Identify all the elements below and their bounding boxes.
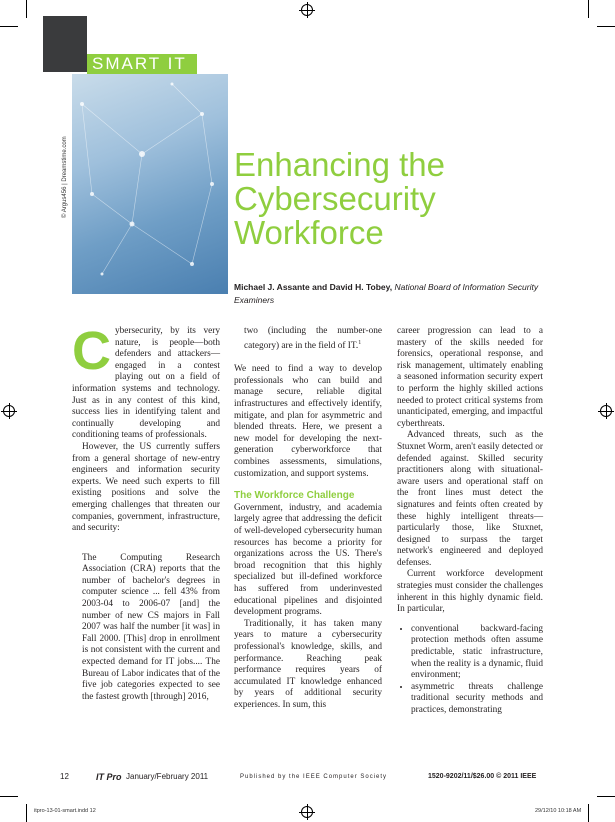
quote-text: The Computing Research Association (CRA) reports that the number of bachelor's degrees in computer science ... fell 43% from 2003-04 to 2006-07 [and] the number of new CS majors in Fall 2007 was half the number [it was] in Fall 2000. [This] drop in enrollment is not consistent with the current and expected demand for IT jobs.... The Bureau of Labor indicates that of the five job categories expected to see the fastest growth [through] 2016, [82, 552, 220, 702]
crop-mark [26, 804, 27, 822]
paragraph: We need to find a way to develop professionals who can build and manage secure, reliable digital infrastructures and effectively identify, mitigate, and plan for asymmetric and blended threats. Here, we present a new model for developing the next-generation cyberworkforce that combines assessments, simulations, customization, and support systems. [234, 364, 382, 479]
paragraph: Current workforce development strategies must consider the challenges inherent in this highly dynamic field. In particular, [397, 569, 543, 615]
byline [234, 281, 564, 307]
paragraph: Government, industry, and academia largely agree that addressing the deficit of well-developed cybersecurity human resources has become a priority for organizations across the US. There's broad recognition that this highly specialized but ill-defined workforce has suffered from underinvested educational pipelines and disjointed development programs. [234, 502, 382, 618]
copyright: 1520-9202/11/$26.00 © 2011 IEEE [428, 773, 537, 780]
registration-mark-icon [600, 405, 612, 417]
publisher: Published by the IEEE Computer Society [240, 774, 388, 780]
crop-mark [597, 796, 615, 797]
paragraph: Traditionally, it has taken many years to mature a cybersecurity professional's knowledge, skills, and performance. Reaching peak performance requires years of accumulated IT knowledge enhanced by years of additional security experiences. In sum, this [234, 618, 382, 710]
file-timestamp: 29/12/10 10:18 AM [535, 808, 582, 814]
drop-cap: C [72, 321, 111, 381]
crop-mark [0, 26, 18, 27]
header-dark-block [43, 16, 87, 72]
author-affiliation: National Board of Information Security Examiners [234, 282, 539, 305]
paragraph: However, the US currently suffers from a general shortage of new-entry engineers and information security experts. We need such experts to fill existing positions and solve the emerging challenges that threaten our companies, government, infrastructure, and security: [72, 441, 220, 534]
crop-mark [26, 0, 27, 18]
section-heading: The Workforce Challenge [234, 490, 355, 502]
bullet-list [397, 624, 543, 717]
column-1 [72, 321, 220, 703]
list-item: • asymmetric threats challenge traditional security methods and practices, demonstrating [411, 682, 543, 717]
section-label: SMART IT [92, 54, 187, 73]
block-quote [82, 553, 220, 704]
registration-mark-icon [301, 806, 313, 818]
hero-image [72, 74, 228, 294]
footnote-ref: 1 [358, 339, 362, 346]
crop-mark [0, 796, 18, 797]
crop-mark [588, 0, 589, 18]
column-3 [397, 326, 543, 717]
column-2 [234, 326, 382, 712]
quote-text: two (including the number-one category) are in the field of IT. [244, 326, 382, 351]
title-line: Cybersecurity [234, 180, 436, 217]
file-slug: itpro-13-01-smart.indd 12 [34, 808, 96, 814]
title-line: Enhancing the [234, 146, 446, 183]
article-title [234, 148, 564, 250]
title-line: Workforce [234, 214, 384, 251]
author-names: Michael J. Assante and David H. Tobey, [234, 282, 393, 292]
paragraph: career progression can lead to a mastery of the skills needed for forensics, operational response, and risk management, ultimately enabling a seasoned information security expert to perform the highly skilled actions needed to protect critical systems from unanticipated, emerging, and impactful cyberthreats. [397, 326, 543, 429]
list-item: • conventional backward-facing protection methods often assume predictable, static infrastructure, when the reality is a dynamic, fluid environment; [411, 624, 543, 682]
crop-mark [597, 26, 615, 27]
registration-mark-icon [301, 4, 313, 16]
image-credit: © Argus456 | Dreamstime.com [62, 136, 68, 218]
crop-mark [588, 804, 589, 822]
issue-date: January/February 2011 [126, 772, 209, 781]
paragraph: ybersecurity, by its very nature, is people—both defenders and attackers—engaged in a contest playing out on a field of information systems and technology. Just as in any contest of this kind, success lies in identifying talent and continually developing and conditioning teams of professionals. [72, 326, 220, 441]
quote-continuation [234, 326, 382, 352]
magazine-name: IT Pro [96, 772, 122, 782]
network-illustration-icon [72, 74, 228, 294]
paragraph: Advanced threats, such as the Stuxnet Worm, aren't easily detected or defended against. Skilled security practitioners along with situational-aware users and operational staff on the front lines must detect the signatures and feints often created by these highly intelligent threats—particularly those, like Stuxnet, designed to surpass the target network's engineered and deployed defenses. [397, 430, 543, 568]
registration-mark-icon [3, 405, 15, 417]
page-number: 12 [60, 772, 69, 781]
